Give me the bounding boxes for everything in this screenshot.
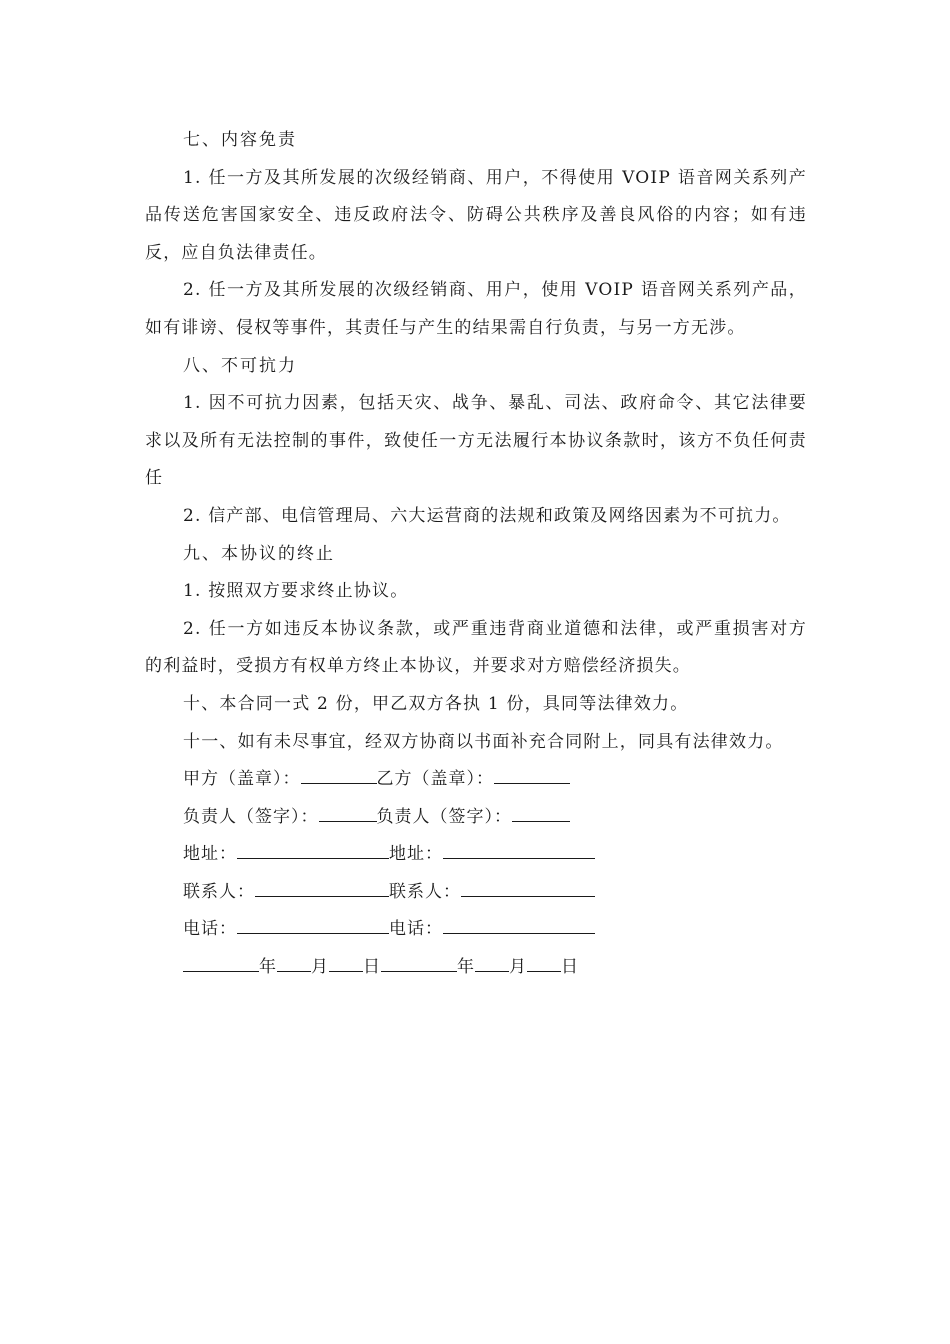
contract-body — [145, 122, 807, 987]
party-b-phone-label: 电话： — [389, 919, 443, 940]
party-a-phone-label: 电话： — [183, 919, 237, 940]
party-b-address-label: 地址： — [389, 844, 443, 865]
phone-line — [145, 911, 807, 949]
section-9-title: 九、本协议的终止 — [183, 543, 335, 564]
party-b-day-blank — [527, 956, 561, 972]
party-a-responsible-blank — [319, 806, 377, 822]
contact-line — [145, 874, 807, 912]
party-a-seal-blank — [301, 768, 377, 784]
party-a-address-label: 地址： — [183, 844, 237, 865]
party-a-contact-label: 联系人： — [183, 881, 255, 902]
party-a-year-blank — [183, 956, 259, 972]
section-7-clause-1: 1. 任一方及其所发展的次级经销商、用户，不得使用 VOIP 语音网关系列产品传送危害国家安全、违反政府法令、防碍公共秩序及善良风俗的内容；如有违反，应自负法律责任。 — [145, 167, 807, 263]
party-b-responsible-label: 负责人（签字）： — [376, 806, 512, 827]
party-a-address-blank — [237, 843, 389, 859]
party-b-day-label: 日 — [561, 957, 579, 978]
party-a-contact-blank — [255, 881, 389, 897]
party-a-seal-label: 甲方（盖章）： — [183, 769, 301, 790]
section-11: 十一、如有未尽事宜，经双方协商以书面补充合同附上，同具有法律效力。 — [183, 731, 784, 752]
party-a-month-blank — [277, 956, 311, 972]
party-a-month-label: 月 — [311, 957, 329, 978]
party-b-address-blank — [443, 843, 595, 859]
section-7-clause-2: 2. 任一方及其所发展的次级经销商、用户，使用 VOIP 语音网关系列产品，如有诽谤、侵权等事件，其责任与产生的结果需自行负责，与另一方无涉。 — [145, 280, 807, 338]
party-a-day-label: 日 — [363, 957, 381, 978]
seal-line — [145, 761, 807, 799]
party-b-responsible-blank — [512, 806, 570, 822]
section-9-clause-2: 2. 任一方如违反本协议条款，或严重违背商业道德和法律，或严重损害对方的利益时，受损方有权单方终止本协议，并要求对方赔偿经济损失。 — [145, 618, 807, 677]
section-8-title: 八、不可抗力 — [183, 355, 297, 376]
party-b-year-label: 年 — [457, 957, 475, 978]
date-line — [145, 949, 807, 987]
party-a-responsible-label: 负责人（签字）： — [183, 806, 319, 827]
party-b-phone-blank — [443, 918, 595, 934]
party-a-day-blank — [329, 956, 363, 972]
section-10: 十、本合同一式 2 份，甲乙双方各执 1 份，具同等法律效力。 — [183, 693, 689, 714]
party-b-contact-blank — [461, 881, 595, 897]
section-8-clause-2: 2. 信产部、电信管理局、六大运营商的法规和政策及网络因素为不可抗力。 — [183, 505, 791, 526]
party-b-year-blank — [381, 956, 457, 972]
party-b-contact-label: 联系人： — [389, 881, 461, 902]
party-b-seal-blank — [494, 768, 570, 784]
party-b-month-label: 月 — [509, 957, 527, 978]
section-7-title: 七、内容免责 — [183, 130, 297, 150]
section-9-clause-1: 1. 按照双方要求终止协议。 — [183, 581, 409, 602]
section-8-clause-1: 1. 因不可抗力因素，包括天灾、战争、暴乱、司法、政府命令、其它法律要求以及所有无法控制的事件，致使任一方无法履行本协议条款时，该方不负任何责任 — [145, 393, 807, 489]
party-b-seal-label: 乙方（盖章）： — [376, 769, 494, 790]
party-a-phone-blank — [237, 918, 389, 934]
address-line — [145, 836, 807, 874]
party-b-month-blank — [475, 956, 509, 972]
responsible-line — [145, 799, 807, 837]
party-a-year-label: 年 — [259, 957, 277, 978]
